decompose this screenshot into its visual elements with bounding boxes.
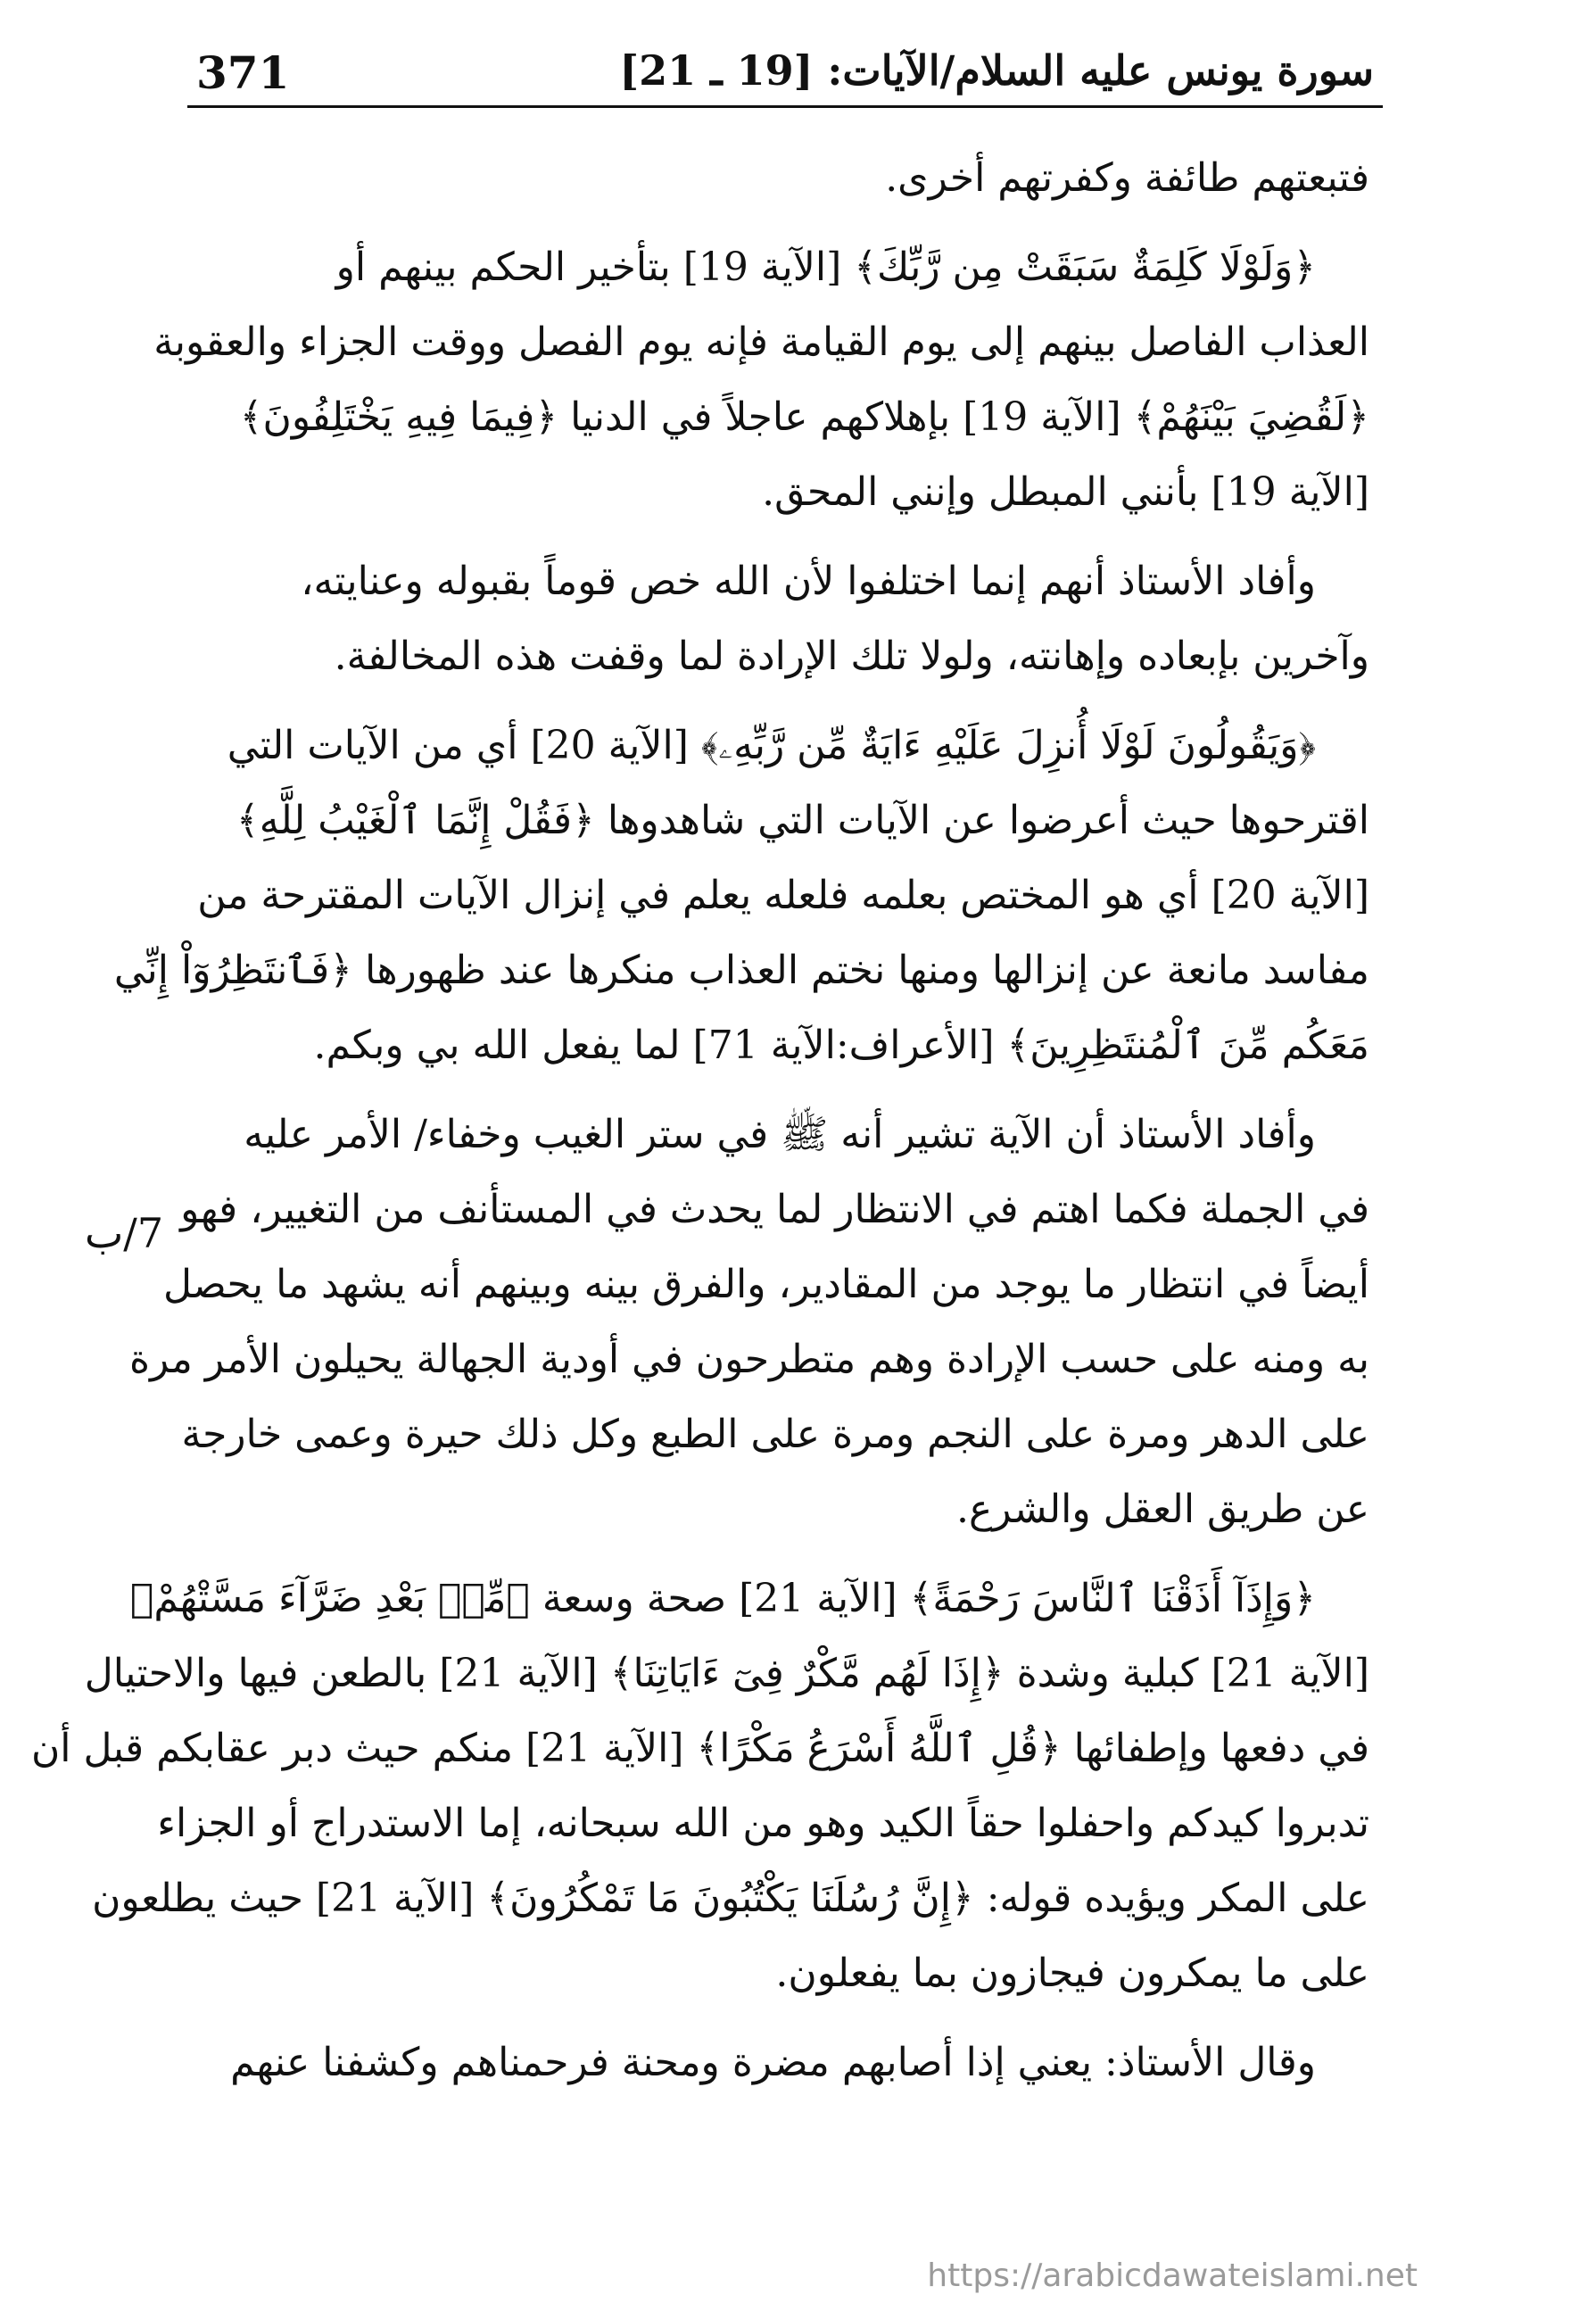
text-line: به ومنه على حسب الإرادة وهم متطرحون في أودية الجهالة يحيلون الأمر مرة <box>128 1337 1369 1382</box>
text-line: ﴿وَإِذَآ أَذَقْنَا ٱلنَّاسَ رَحْمَةً﴾ [الآية 21] صحة وسعة ﴿مِّنۢ بَعْدِ ضَرَّآءَ مَسَّتْهُمْ﴾ <box>129 1576 1316 1621</box>
text-line: اقترحوها حيث أعرضوا عن الآيات التي شاهدوها ﴿فَقُلْ إِنَّمَا ٱلْغَيْبُ لِلَّهِ﴾ <box>236 798 1369 843</box>
text-line: ﴿وَيَقُولُونَ لَوْلَا أُنزِلَ عَلَيْهِ ءَايَةٌ مِّن رَّبِّهِۦ﴾ [الآية 20] أي من الآيات التي <box>227 723 1316 768</box>
page-number: 371 <box>196 46 290 99</box>
header-rule <box>187 105 1383 108</box>
text-line: تدبروا كيدكم واحفلوا حقاً الكيد وهو من الله سبحانه، إما الاستدراج أو الجزاء <box>157 1801 1369 1846</box>
paragraph <box>192 2025 1369 2100</box>
paragraph <box>153 230 1369 530</box>
text-line: العذاب الفاصل بينهم إلى يوم القيامة فإنه يوم الفصل ووقت الجزاء والعقوبة <box>153 319 1369 365</box>
text-line: على الدهر ومرة على النجم ومرة على الطبع وكل ذلك حيرة وعمى خارجة <box>181 1412 1369 1457</box>
text-line: وأفاد الأستاذ أنهم إنما اختلفوا لأن الله خص قوماً بقبوله وعنايته، <box>301 559 1316 604</box>
text-line: عن طريق العقل والشرع. <box>955 1487 1369 1532</box>
text-line: فتبعتهم طائفة وكفرتهم أخرى. <box>885 155 1369 201</box>
text-line: [الآية 20] أي هو المختص بعلمه فلعله يعلم في إنزال الآيات المقترحة من <box>197 873 1369 918</box>
text-line: وقال الأستاذ: يعني إذا أصابهم مضرة ومحنة فرحمناهم وكشفنا عنهم <box>230 2040 1316 2085</box>
paragraph <box>30 1561 1369 2011</box>
text-line: مفاسد مانعة عن إنزالها ومنها نختم العذاب منكرها عند ظهورها ﴿فَٱنتَظِرُوٓاْ إِنِّي <box>113 948 1369 993</box>
page-header <box>187 36 1383 107</box>
text-line: أيضاً في انتظار ما يوجد من المقادير، والفرق بينه وبينهم أنه يشهد ما يحصل <box>162 1262 1369 1307</box>
text-line: ﴿لَقُضِيَ بَيْنَهُمْ﴾ [الآية 19] بإهلاكهم عاجلاً في الدنيا ﴿فِيمَا فِيهِ يَخْتَلِفُونَ﴾ <box>239 394 1369 440</box>
text-line: [الآية 21] كبلية وشدة ﴿إِذَا لَهُم مَّكْرٌ فِىٓ ءَايَاتِنَا﴾ [الآية 21] بالطعن فيها والاحتيال <box>84 1651 1369 1696</box>
paragraph <box>192 141 1369 216</box>
text-line: [الآية 19] بأنني المبطل وإنني المحق. <box>762 469 1369 515</box>
text-line: وأفاد الأستاذ أن الآية تشير أنه ﷺ في ستر الغيب وخفاء/ الأمر عليه <box>244 1112 1316 1157</box>
paragraph <box>128 1098 1369 1547</box>
paragraph <box>113 708 1369 1083</box>
text-line: في الجملة فكما اهتم في الانتظار لما يحدث في المستأنف من التغيير، فهو <box>180 1187 1369 1232</box>
folio-side-mark: 7/ب <box>85 1209 164 1257</box>
text-line: مَعَكُم مِّنَ ٱلْمُنتَظِرِينَ﴾ [الأعراف:الآية 71] لما يفعل الله بي وبكم. <box>313 1023 1369 1068</box>
watermark-url: https://arabicdawateislami.net <box>927 2257 1418 2294</box>
text-line: ﴿وَلَوْلَا كَلِمَةٌ سَبَقَتْ مِن رَّبِّكَ﴾ [الآية 19] بتأخير الحكم بينهم أو <box>335 244 1316 290</box>
running-title: سورة يونس عليه السلام/الآيات: [19 ـ 21] <box>619 46 1374 95</box>
text-line: في دفعها وإطفائها ﴿قُلِ ٱللَّهُ أَسْرَعُ مَكْرًا﴾ [الآية 21] منكم حيث دبر عقابكم قبل أن <box>30 1726 1369 1771</box>
text-line: على المكر ويؤيده قوله: ﴿إِنَّ رُسُلَنَا يَكْتُبُونَ مَا تَمْكُرُونَ﴾ [الآية 21] حيث يطلعون <box>92 1876 1369 1921</box>
text-line: وآخرين بإبعاده وإهانته، ولولا تلك الإرادة لما وقفت هذه المخالفة. <box>334 634 1369 679</box>
paragraph <box>192 544 1369 694</box>
text-line: على ما يمكرون فيجازون بما يفعلون. <box>775 1951 1369 1996</box>
